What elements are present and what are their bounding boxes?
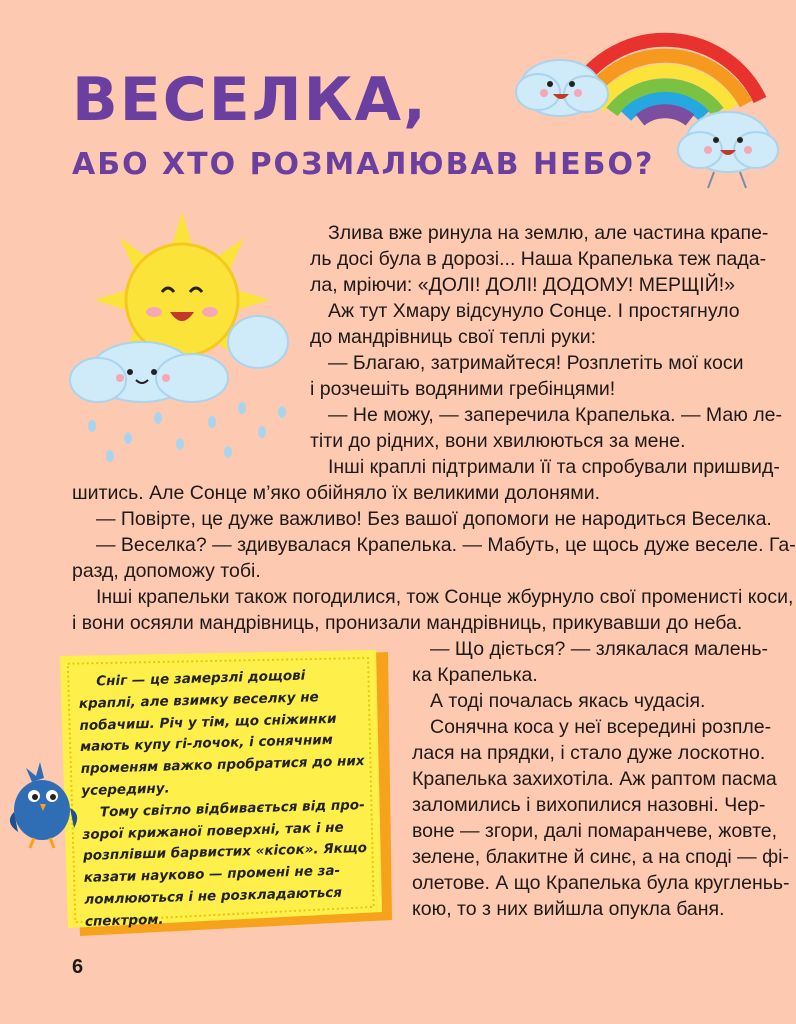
story-line: — Веселка? — здивувалася Крапелька. — Мабуть, це щось дуже веселе. Га- — [96, 534, 796, 556]
story-line: олетове. А що Крапелька була кругленьь- — [412, 872, 790, 894]
story-line: разд, допоможу тобі. — [72, 560, 261, 582]
story-line: зелене, блакитне й синє, а на споді — фі- — [412, 846, 789, 868]
story-line: Інші крапельки також погодилися, тож Сонце жбурнуло свої променисті коси, — [96, 586, 794, 608]
cloud-right — [678, 112, 778, 172]
note-paragraph: Тому світло відбивається від про-зорої крижаної поверхні, так і не розплівши барвистих «кісок». Якщо казати науково — промені не за-ломлюються і не розкладаються спектром. — [82, 796, 368, 930]
raindrops — [88, 402, 286, 462]
story-line: Крапелька захихотіла. Аж раптом пасма — [412, 768, 777, 790]
story-line: ла, мріючи: «ДОЛІ! ДОЛІ! ДОДОМУ! МЕРЩІЙ!» — [310, 274, 736, 296]
page-subtitle: АБО ХТО РОЗМАЛЮВАВ НЕБО? — [72, 147, 655, 182]
sun-cloud-illustration — [62, 212, 302, 472]
bird-illustration — [2, 752, 82, 852]
story-line: шитись. Але Сонце м’яко обійняло їх великими долонями. — [72, 482, 601, 504]
note-paragraph: Сніг — це замерзлі дощові краплі, але взимку веселку не побачиш. Річ у тім, що сніжинки мають купу гі-лочок, і сонячним променям важко пробратися до них усередину. — [78, 667, 365, 799]
story-line: Сонячна коса у неї всередині розпле- — [430, 716, 772, 738]
story-line: воне — згори, далі помаранчеве, жовте, — [412, 820, 778, 842]
story-line: до мандрівниць свої теплі руки: — [310, 326, 597, 348]
story-line: — Благаю, затримайтеся! Розплетіть мої коси — [328, 352, 744, 374]
story-line: кою, то з них вийшла опукла баня. — [412, 898, 725, 920]
page-number: 6 — [72, 956, 84, 978]
fact-note — [78, 664, 369, 933]
story-line: заломились і вихопилися назовні. Чер- — [412, 794, 766, 816]
sun — [126, 244, 238, 356]
story-line: ка Крапелька. — [412, 664, 538, 686]
page-title: ВЕСЕЛКА, — [72, 65, 428, 135]
story-line: Злива вже ринула на землю, але частина крапе- — [328, 222, 769, 244]
story-line: — Не можу, — заперечила Крапелька. — Маю ле- — [328, 404, 783, 426]
story-line: і розчешіть водяними гребінцями! — [310, 378, 616, 400]
story-line: — Повірте, це дуже важливо! Без вашої допомоги не народиться Веселка. — [96, 508, 772, 530]
story-line: лася на прядки, і стало дуже лоскотно. — [412, 742, 766, 764]
story-line: Інші краплі підтримали її та спробували пришвид- — [328, 456, 780, 478]
story-line: Аж тут Хмару відсунуло Сонце. І простягнуло — [328, 300, 740, 322]
story-line: А тоді почалась якась чудасія. — [430, 690, 706, 712]
story-line: ль досі була в дорозі... Наша Крапелька теж пада- — [310, 248, 767, 270]
story-line: і вони осяяли мандрівниць, пронизали мандрівниць, прикувавши до неба. — [72, 612, 743, 634]
story-line: тіти до рідних, вони хвилюються за мене. — [310, 430, 686, 452]
story-line: — Що діється? — злякалася малень- — [430, 638, 769, 660]
